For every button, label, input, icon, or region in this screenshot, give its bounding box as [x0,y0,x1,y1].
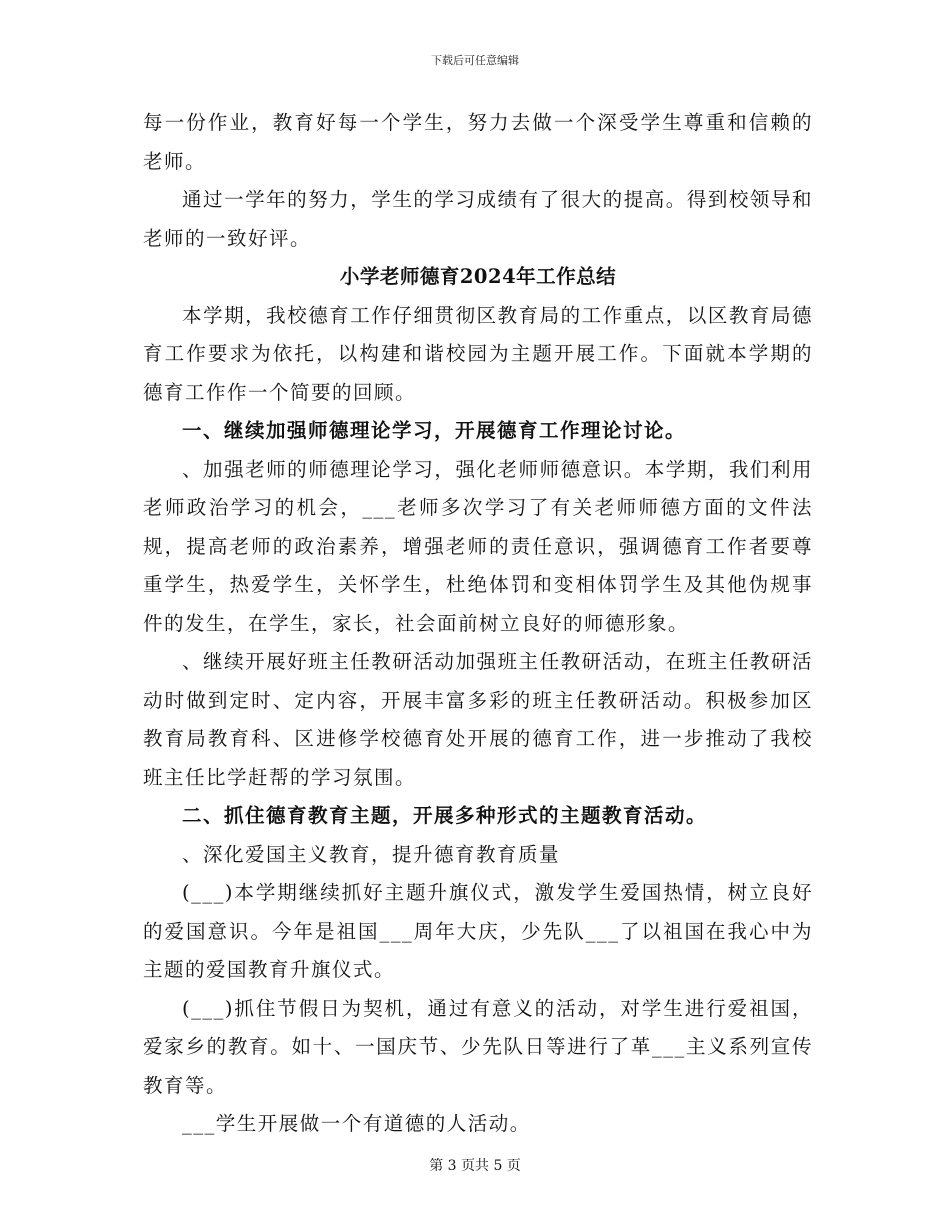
page-footer: 第 3 页共 5 页 [429,1158,521,1174]
section-heading-2: 二、抓住德育教育主题，开展多种形式的主题教育活动。 [182,804,708,827]
document-body [143,104,813,1144]
page-header: 下载后可任意编辑 [431,54,519,67]
document-title: 小学老师德育2024年工作总结 [339,265,617,288]
paragraph-continuation: 每一份作业，教育好每一个学生，努力去做一个深受学生尊重和信赖的老师。 [143,111,813,173]
paragraph-holiday-education: (___)抓住节假日为契机，通过有意义的活动，对学生进行爱祖国，爱家乡的教育。如十、一国庆节、少先队日等进行了革___主义系列宣传教育等。 [143,996,813,1097]
paragraph-result: 通过一学年的努力，学生的学习成绩有了很大的提高。得到校领导和老师的一致好评。 [143,188,813,250]
paragraph-flag-ceremony: (___)本学期继续抓好主题升旗仪式，激发学生爱国热情，树立良好的爱国意识。今年是祖国___周年大庆，少先队___了以祖国在我心中为主题的爱国教育升旗仪式。 [143,881,813,981]
paragraph-teacher-research: 、继续开展好班主任教研活动加强班主任教研活动，在班主任教研活动时做到定时、定内容，开展丰富多彩的班主任教研活动。积极参加区教育局教育科、区进修学校德育处开展的德育工作，进一步推动了我校班主任比学赶帮的学习氛围。 [143,650,813,789]
paragraph-moral-activity: ___学生开展做一个有道德的人活动。 [182,1112,531,1135]
paragraph-patriotism: 、深化爱国主义教育，提升德育教育质量 [182,842,561,866]
paragraph-ethics-study: 、加强老师的师德理论学习，强化老师师德意识。本学期，我们利用老师政治学习的机会，___老师多次学习了有关老师师德方面的文件法规，提高老师的政治素养，增强老师的责任意识，强调德育工作者要尊重学生，热爱学生，关怀学生，杜绝体罚和变相体罚学生及其他伪规事件的发生，在学生，家长，社会面前树立良好的师德形象。 [143,457,813,635]
paragraph-intro: 本学期，我校德育工作仔细贯彻区教育局的工作重点，以区教育局德育工作要求为依托，以构建和谐校园为主题开展工作。下面就本学期的德育工作作一个简要的回顾。 [143,303,813,404]
section-heading-1: 一、继续加强师德理论学习，开展德育工作理论讨论。 [182,419,687,442]
